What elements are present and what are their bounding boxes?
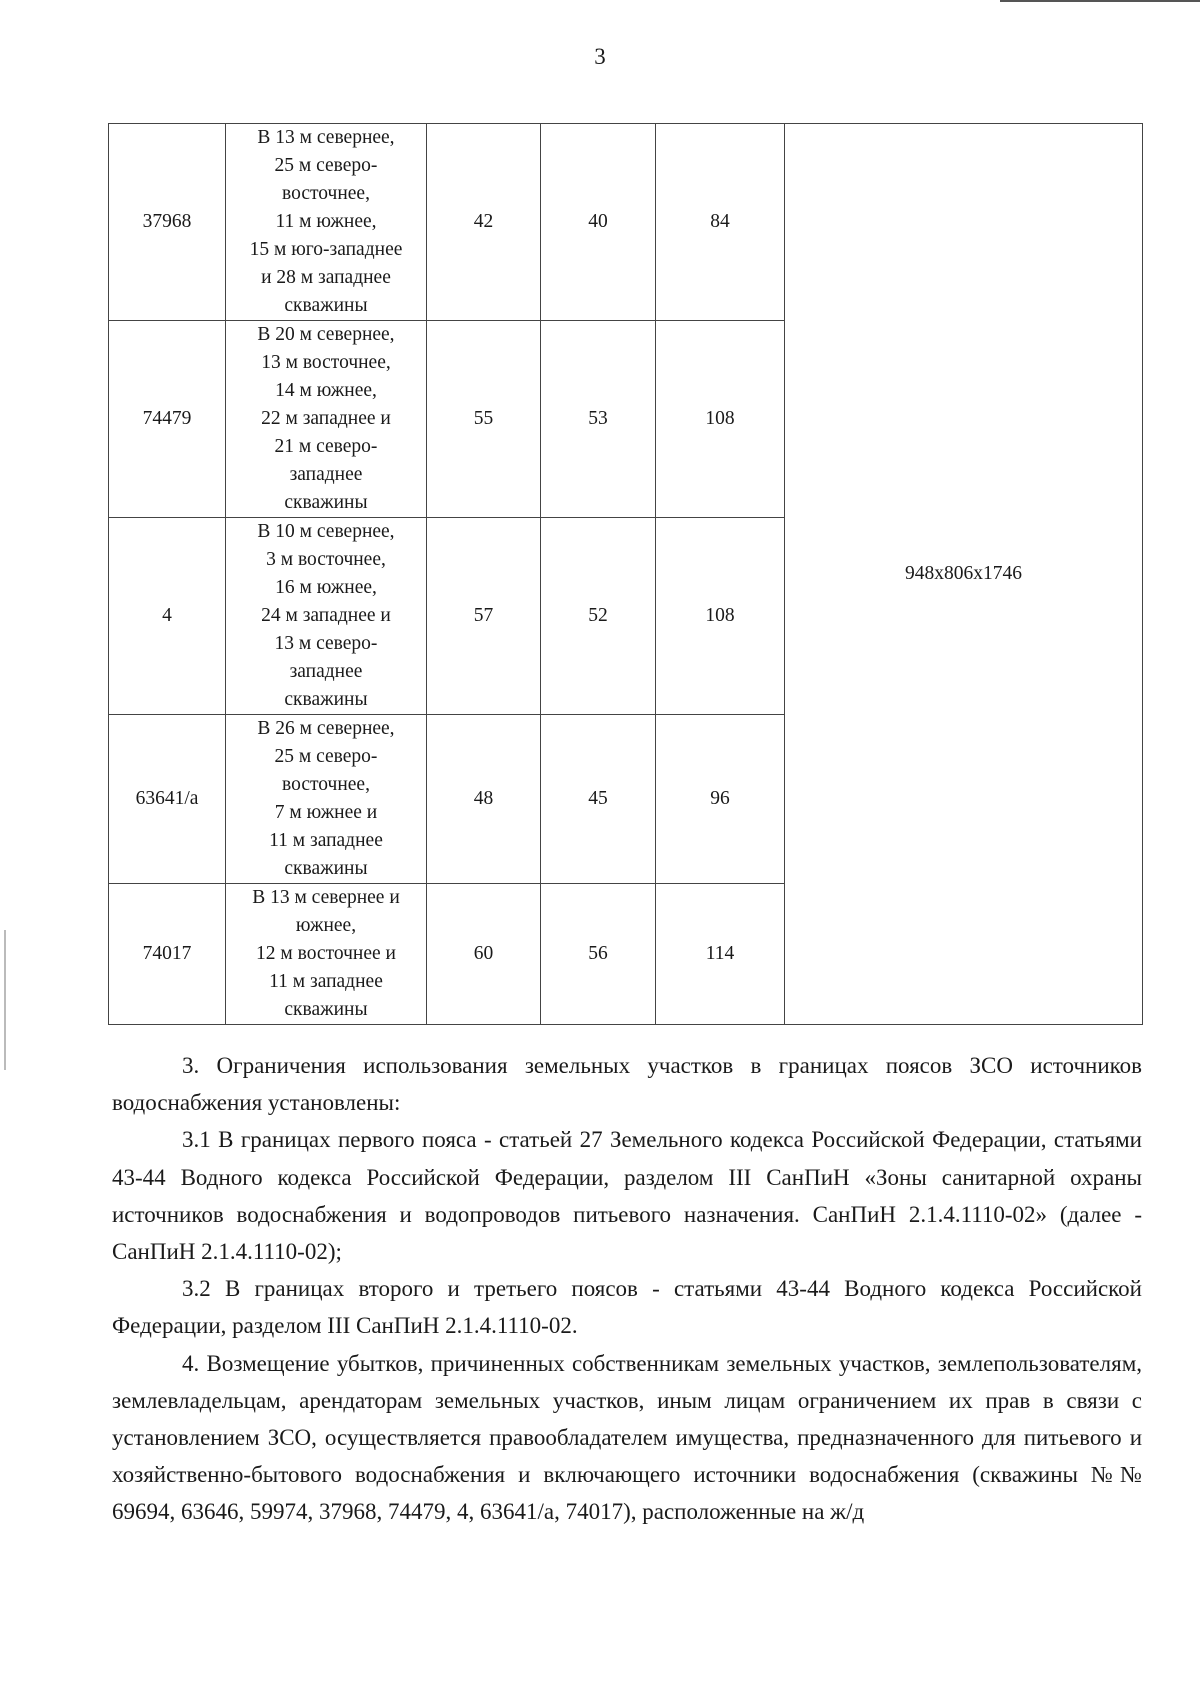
well-number-cell: 74479 (109, 321, 226, 518)
value-cell-a: 60 (427, 884, 541, 1025)
value-cell-a: 57 (427, 518, 541, 715)
paragraph-3: 3. Ограничения использования земельных участков в границах поясов ЗСО источников водоснабжения установлены: (112, 1053, 1142, 1116)
value-cell-c: 108 (656, 518, 785, 715)
document-body (112, 1047, 1142, 1531)
value-cell-b: 53 (541, 321, 656, 518)
value-cell-a: 48 (427, 715, 541, 884)
value-cell-c: 96 (656, 715, 785, 884)
merged-dimensions-cell: 948x806x1746 (785, 124, 1143, 1025)
value-cell-c: 84 (656, 124, 785, 321)
top-edge-line (1000, 0, 1200, 2)
well-number-cell: 37968 (109, 124, 226, 321)
value-cell-b: 56 (541, 884, 656, 1025)
well-distance-description: В 26 м севернее, 25 м северо- восточнее, 7 м южнее и 11 м западнее скважины (226, 715, 427, 884)
well-number-cell: 63641/а (109, 715, 226, 884)
paragraph-4: 4. Возмещение убытков, причиненных собственникам земельных участков, землепользователям, землевладельцам, арендаторам земельных участков, иным лицам ограничением их прав в связи с установлением ЗСО, осуществляется правообладателем имущества, предназначенного для питьевого и хозяйственно-бытового водоснабжения и включающего источники водоснабжения (скважины №№ 69694, 63646, 59974, 37968, 74479, 4, 63641/а, 74017), расположенные на ж/д (112, 1350, 1142, 1525)
paragraph-3-1: 3.1 В границах первого пояса - статьей 27 Земельного кодекса Российской Федерации, статьями 43-44 Водного кодекса Российской Федерации, разделом III СанПиН «Зоны санитарной охраны источников водоснабжения и водопроводов питьевого назначения. СанПиН 2.1.4.1110-02» (далее - СанПиН 2.1.4.1110-02); (112, 1127, 1142, 1265)
value-cell-c: 114 (656, 884, 785, 1025)
well-number-cell: 4 (109, 518, 226, 715)
value-cell-b: 52 (541, 518, 656, 715)
well-number-cell: 74017 (109, 884, 226, 1025)
value-cell-b: 45 (541, 715, 656, 884)
wells-table (108, 123, 1143, 1025)
table-row (109, 124, 1143, 321)
page-number: 3 (594, 44, 606, 69)
scan-edge-mark (4, 930, 6, 1070)
well-distance-description: В 20 м севернее, 13 м восточнее, 14 м южнее, 22 м западнее и 21 м северо- западнее скважины (226, 321, 427, 518)
paragraph-3-2: 3.2 В границах второго и третьего поясов - статьями 43-44 Водного кодекса Российской Федерации, разделом III СанПиН 2.1.4.1110-02. (112, 1276, 1142, 1339)
value-cell-c: 108 (656, 321, 785, 518)
value-cell-b: 40 (541, 124, 656, 321)
well-distance-description: В 10 м севернее, 3 м восточнее, 16 м южнее, 24 м западнее и 13 м северо- западнее скважины (226, 518, 427, 715)
well-distance-description: В 13 м севернее, 25 м северо- восточнее, 11 м южнее, 15 м юго-западнее и 28 м западнее скважины (226, 124, 427, 321)
well-distance-description: В 13 м севернее и южнее, 12 м восточнее и 11 м западнее скважины (226, 884, 427, 1025)
value-cell-a: 55 (427, 321, 541, 518)
value-cell-a: 42 (427, 124, 541, 321)
